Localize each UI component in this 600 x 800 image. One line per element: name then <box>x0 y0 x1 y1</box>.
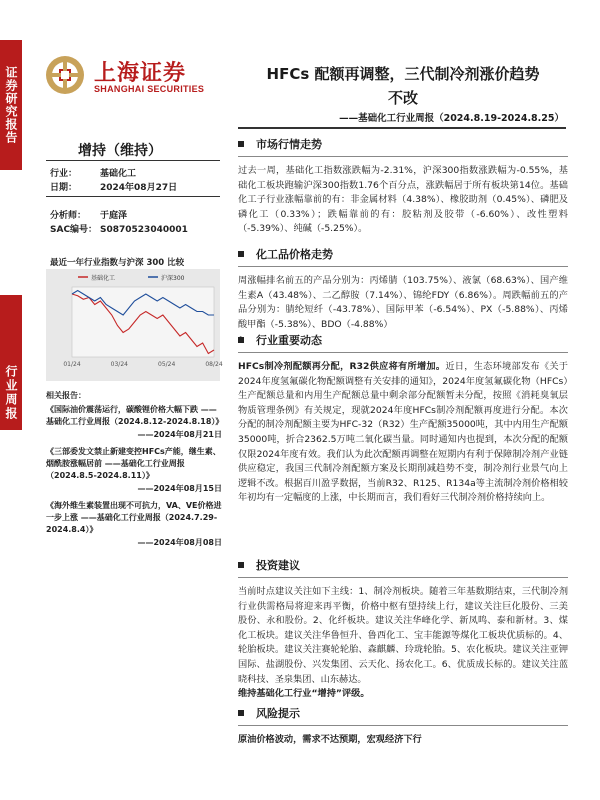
section-risk <box>238 705 568 748</box>
bullet-icon <box>238 710 244 716</box>
section-title: 投资建议 <box>256 559 300 572</box>
related-report-link[interactable]: 《三部委发文禁止新建变控HFCs产能，继生素、烟酰胺涨幅居前 ——基础化工行业周报（2024.8.5-2024.8.11）》 <box>46 447 221 480</box>
info-divider <box>46 196 220 197</box>
section-divider <box>238 577 568 578</box>
section-dynamic <box>238 332 568 506</box>
plot-area <box>72 287 214 357</box>
sac-key: SAC编号： <box>50 225 98 235</box>
bullet-icon <box>238 141 244 147</box>
industry-value: 基础化工 <box>100 169 137 179</box>
dynamic-paragraph <box>238 360 568 506</box>
section-divider <box>238 352 568 353</box>
sac-value: S0870523040001 <box>100 225 188 235</box>
x-tick-label: 01/24 <box>63 361 81 368</box>
price-paragraph: 周涨幅排名前五的产品分别为：丙烯腈（103.75%）、液氯（68.63%）、国产维生素A（43.48%）、二乙醇胺（7.14%）、锦纶FDY（6.86%）。周跌幅前五的产品分别为：腈纶短纤（-43.78%）、国际甲苯（-6.54%）、PX（-5.88%）、丙烯酸甲酯（-5.38%）、BDO（-4.88%） <box>238 275 568 330</box>
logo-text-en: SHANGHAI SECURITIES <box>94 84 205 94</box>
section-market <box>238 136 568 237</box>
chart-svg <box>46 269 223 381</box>
industry-key: 行业： <box>50 169 78 179</box>
section-head <box>238 332 568 348</box>
related-report-date: ——2024年08月15日 <box>137 484 222 493</box>
section-title: 行业重要动态 <box>256 334 322 347</box>
report-subtitle: ——基础化工行业周报（2024.8.19-2024.8.25） <box>339 113 564 124</box>
section-price <box>238 246 568 344</box>
analyst-value: 于庭泽 <box>100 211 128 221</box>
related-report-link[interactable]: 《海外维生素装置出现不可抗力，VA、VE价格进一步上涨 ——基础化工行业周报（2024.7.29-2024.8.4）》 <box>46 501 222 534</box>
bullet-icon <box>238 562 244 568</box>
section-divider <box>238 156 568 157</box>
section-advice <box>238 557 568 702</box>
side-label-report: 证券研究报告 <box>0 40 22 170</box>
x-tick-label: 03/24 <box>110 361 128 368</box>
section-head <box>238 705 568 721</box>
section-head <box>238 136 568 152</box>
advice-paragraph: 当前时点建议关注如下主线：1、制冷剂板块。随着三年基数期结束，三代制冷剂行业供需格局将迎来再平衡，价格中枢有望持续上行，建议关注巨化股份、三美股份、永和股份。2、化纤板块。建议关注华峰化学、新凤鸣、泰和新材。3、煤化工板块。建议关注华鲁恒升、鲁西化工、宝丰能源等煤化工板块优质标的。4、轮胎板块。建议关注赛轮轮胎、森麒麟、玲珑轮胎。5、农化板块。建议关注亚钾国际、盐湖股份、兴发集团、云天化、扬农化工。6、优质成长标的。建议关注蓝晓科技、圣泉集团、山东赫达。 <box>238 586 568 685</box>
legend-label: 沪深300 <box>161 275 185 282</box>
section-divider <box>238 725 568 726</box>
section-title: 风险提示 <box>256 707 300 720</box>
sac-row <box>50 222 188 235</box>
risk-paragraph: 原油价格波动，需求不达预期，宏观经济下行 <box>238 734 422 745</box>
section-head <box>238 246 568 262</box>
related-report-date: ——2024年08月21日 <box>137 430 222 439</box>
title-line-1: HFCs 配额再调整，三代制冷剂涨价趋势 <box>266 65 540 83</box>
logo-mark-icon <box>44 54 86 96</box>
title-divider <box>238 127 566 129</box>
side-label-weekly: 行业周报 <box>0 295 22 430</box>
section-head <box>238 557 568 573</box>
section-title: 市场行情走势 <box>256 138 322 151</box>
related-report-date: ——2024年08月08日 <box>137 538 222 547</box>
date-value: 2024年08月27日 <box>100 183 178 193</box>
advice-rating: 维持基础化工行业“增持”评级。 <box>238 688 370 700</box>
report-title <box>238 62 568 110</box>
date-key: 日期： <box>50 183 78 193</box>
section-divider <box>238 266 568 267</box>
related-reports <box>46 390 222 554</box>
rating: 增持（维持） <box>78 143 162 159</box>
section-title: 化工品价格走势 <box>256 248 333 261</box>
related-report-link[interactable]: 《国际油价震荡运行，碳酸锂价格大幅下跌 ——基础化工行业周报（2024.8.12-2024.8.18）》 <box>46 405 224 426</box>
analyst-row <box>50 208 127 221</box>
x-tick-label: 05/24 <box>158 361 176 368</box>
market-paragraph: 过去一周，基础化工指数涨跌幅为-2.31%，沪深300指数涨跌幅为-0.55%，基础化工板块跑输沪深300指数1.76个百分点，涨跌幅居于所有板块第14位。基础化工子行业涨幅靠前的有：非金属材料（4.38%）、橡胶助剂（0.45%）、磷肥及磷化工（0.33%）；跌幅靠前的有：胶粘剂及胶带（-6.60%）、改性塑料（-5.39%）、纯碱（-5.25%）。 <box>238 165 568 235</box>
dynamic-body: 近日，生态环境部发布《关于2024年度氢氟碳化物配额调整有关安排的通知》，2024年度氢氟碳化物（HFCs）生产配额总量和内用生产配额总量中剩余部分配额暂未分配，按照《消耗臭氧层物质管理条例》有关规定，现就2024年度HFCs制冷剂配额再度进行分配。本次分配的制冷剂配额主要为HFC-32（R32）生产配额35000吨，其中内用生产配额35000吨，折合2362.5万吨二氧化碳当量。同时通知内也提到，本次分配的配额仅限2024年度有效。我们认为此次配额再调整在短期内有利于保障制冷剂产业链供应稳定，我国三代制冷剂配额方案及长期削减趋势不变，制冷剂行业景气向上逻辑不改。根据百川盈孚数据，当前R32、R125、R134a等主流制冷剂价格相较年初均有一定幅度的上涨，中长期而言，我们看好三代制冷剂价格持续向上。 <box>238 361 568 504</box>
chart-title: 最近一年行业指数与沪深 300 比较 <box>50 258 185 268</box>
x-tick-label: 08/24 <box>205 361 223 368</box>
legend-label: 基础化工 <box>91 275 116 282</box>
bullet-icon <box>238 337 244 343</box>
analyst-key: 分析师： <box>50 211 87 221</box>
bullet-icon <box>238 251 244 257</box>
chart-area <box>46 269 223 381</box>
date-row <box>50 180 177 193</box>
index-chart <box>46 252 223 382</box>
rating-divider <box>46 160 220 161</box>
company-logo <box>44 54 214 104</box>
industry-row <box>50 166 136 179</box>
logo-text-cn: 上海证券 <box>94 61 187 86</box>
related-title: 相关报告： <box>46 391 86 400</box>
title-line-2: 不改 <box>387 89 418 107</box>
dynamic-lead: HFCs制冷剂配额再分配，R32供应将有所增加。 <box>238 361 446 372</box>
